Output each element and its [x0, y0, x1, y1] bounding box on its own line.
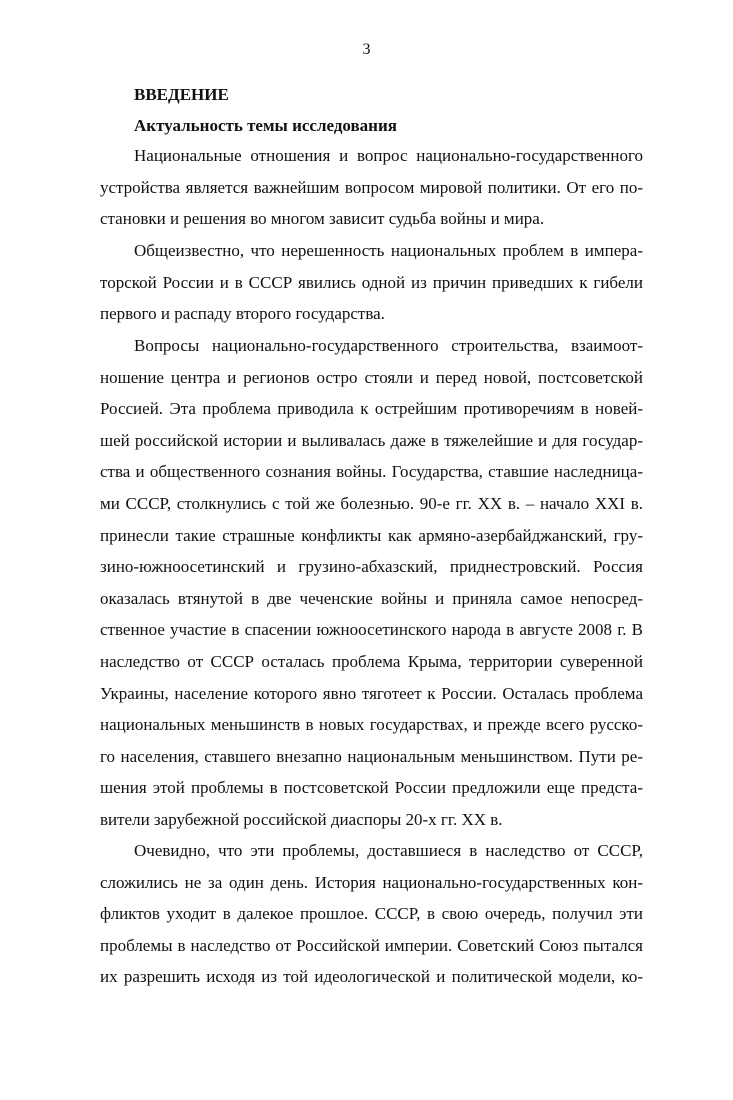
text-line: проблемы в наследство от Российской империи. Советский Союз пытался — [100, 936, 643, 955]
text-line: фликтов уходит в далекое прошлое. СССР, в свою очередь, получил эти — [100, 904, 643, 923]
text-line: наследство от СССР осталась проблема Крыма, территории суверенной — [100, 652, 643, 671]
text-line: Национальные отношения и вопрос национально-государственного — [134, 146, 643, 165]
text-line: шения этой проблемы в постсоветской России предложили еще предста- — [100, 778, 643, 797]
text-line: Вопросы национально-государственного строительства, взаимоот- — [134, 336, 643, 355]
text-line: Очевидно, что эти проблемы, доставшиеся в наследство от СССР, — [134, 841, 643, 860]
text-line: ства и общественного сознания войны. Государства, ставшие наследница- — [100, 462, 643, 481]
text-line: Россией. Эта проблема приводила к острейшим противоречиям в новей- — [100, 399, 643, 418]
text-line: принесли такие страшные конфликты как армяно-азербайджанский, гру- — [100, 526, 643, 545]
page-number: 3 — [362, 41, 371, 58]
text-line: их разрешить исходя из той идеологической и политической модели, ко- — [100, 967, 643, 986]
text-line: ношение центра и регионов остро стояли и перед новой, постсоветской — [100, 368, 643, 387]
text-line: устройства является важнейшим вопросом мировой политики. От его по- — [100, 178, 643, 197]
text-line: сложились не за один день. История национально-государственных кон- — [100, 873, 643, 892]
text-line: Общеизвестно, что нерешенность национальных проблем в импера- — [134, 241, 643, 260]
text-line: ми СССР, столкнулись с той же болезнью. 90-е гг. XX в. – начало XXI в. — [100, 494, 643, 513]
text-line: вители зарубежной российской диаспоры 20-х гг. XX в. — [100, 810, 503, 829]
text-line: национальных меньшинств в новых государствах, и прежде всего русско- — [100, 715, 643, 734]
text-line: шей российской истории и выливалась даже в тяжелейшие и для государ- — [100, 431, 643, 450]
text-line: ственное участие в спасении южноосетинского народа в августе 2008 г. В — [100, 620, 643, 639]
text-line: го населения, ставшего внезапно национальным меньшинством. Пути ре- — [100, 747, 643, 766]
subsection-heading: Актуальность темы исследования — [134, 116, 397, 135]
section-heading: ВВЕДЕНИЕ — [134, 85, 229, 104]
text-line: Украины, население которого явно тяготеет к России. Осталась проблема — [100, 684, 643, 703]
text-line: торской России и в СССР явились одной из причин приведших к гибели — [100, 273, 643, 292]
text-line: зино-южноосетинский и грузино-абхазский, приднестровский. Россия — [100, 557, 643, 576]
text-line: становки и решения во многом зависит судьба войны и мира. — [100, 209, 545, 228]
text-line: оказалась втянутой в две чеченские войны и приняла самое непосред- — [100, 589, 643, 608]
text-line: первого и распаду второго государства. — [100, 304, 385, 323]
